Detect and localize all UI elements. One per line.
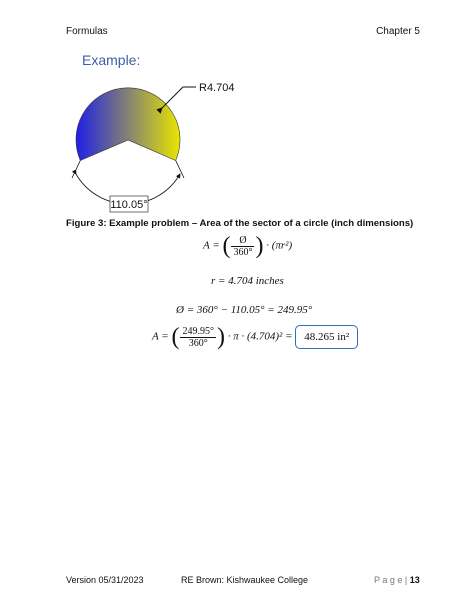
angle-label: 110.05° bbox=[110, 199, 148, 211]
footer-author: RE Brown: Kishwaukee College bbox=[181, 575, 309, 585]
result-box bbox=[295, 325, 358, 349]
footer-page-divider: | bbox=[404, 575, 408, 585]
eq1-left-paren: ( bbox=[222, 233, 231, 259]
eq4-numerator: 249.95° bbox=[182, 325, 214, 337]
eq4-result: 48.265 in² bbox=[304, 331, 350, 343]
equation-radius: r = 4.704 inches bbox=[211, 275, 284, 287]
circle-sector bbox=[76, 88, 180, 161]
eq1-rhs: · (πr²) bbox=[266, 239, 293, 252]
eq1-denominator: 360° bbox=[233, 246, 253, 258]
equation-area-result bbox=[152, 325, 358, 349]
header-right: Chapter 5 bbox=[376, 26, 420, 37]
eq4-fraction bbox=[180, 326, 216, 349]
footer-page-word: P a g e bbox=[374, 575, 403, 585]
sector-figure bbox=[60, 70, 280, 220]
figure-caption: Figure 3: Example problem – Area of the sector of a circle (inch dimensions) bbox=[66, 218, 414, 229]
eq4-denominator: 360° bbox=[188, 337, 208, 349]
eq4-middle: · π · (4.704)² = bbox=[227, 330, 293, 343]
angle-extension-right bbox=[176, 161, 184, 179]
eq1-fraction bbox=[231, 235, 254, 258]
equation-area-formula bbox=[203, 234, 292, 258]
eq1-lhs: A = bbox=[203, 239, 220, 252]
footer-version: Version 05/31/2023 bbox=[66, 575, 144, 585]
angle-extension-left bbox=[72, 161, 80, 179]
footer-page bbox=[374, 575, 420, 585]
equation-angle: Ø = 360° − 110.05° = 249.95° bbox=[176, 304, 313, 316]
footer-page-number: 13 bbox=[409, 575, 420, 585]
eq1-numerator: Ø bbox=[231, 235, 254, 247]
eq4-left-paren: ( bbox=[171, 324, 180, 350]
eq4-lhs: A = bbox=[152, 330, 169, 343]
eq1-right-paren: ) bbox=[255, 233, 264, 259]
example-title: Example: bbox=[82, 52, 141, 68]
radius-leader-line bbox=[162, 87, 183, 108]
eq4-right-paren: ) bbox=[216, 324, 225, 350]
header-left: Formulas bbox=[66, 26, 108, 37]
radius-label: R4.704 bbox=[199, 82, 235, 94]
